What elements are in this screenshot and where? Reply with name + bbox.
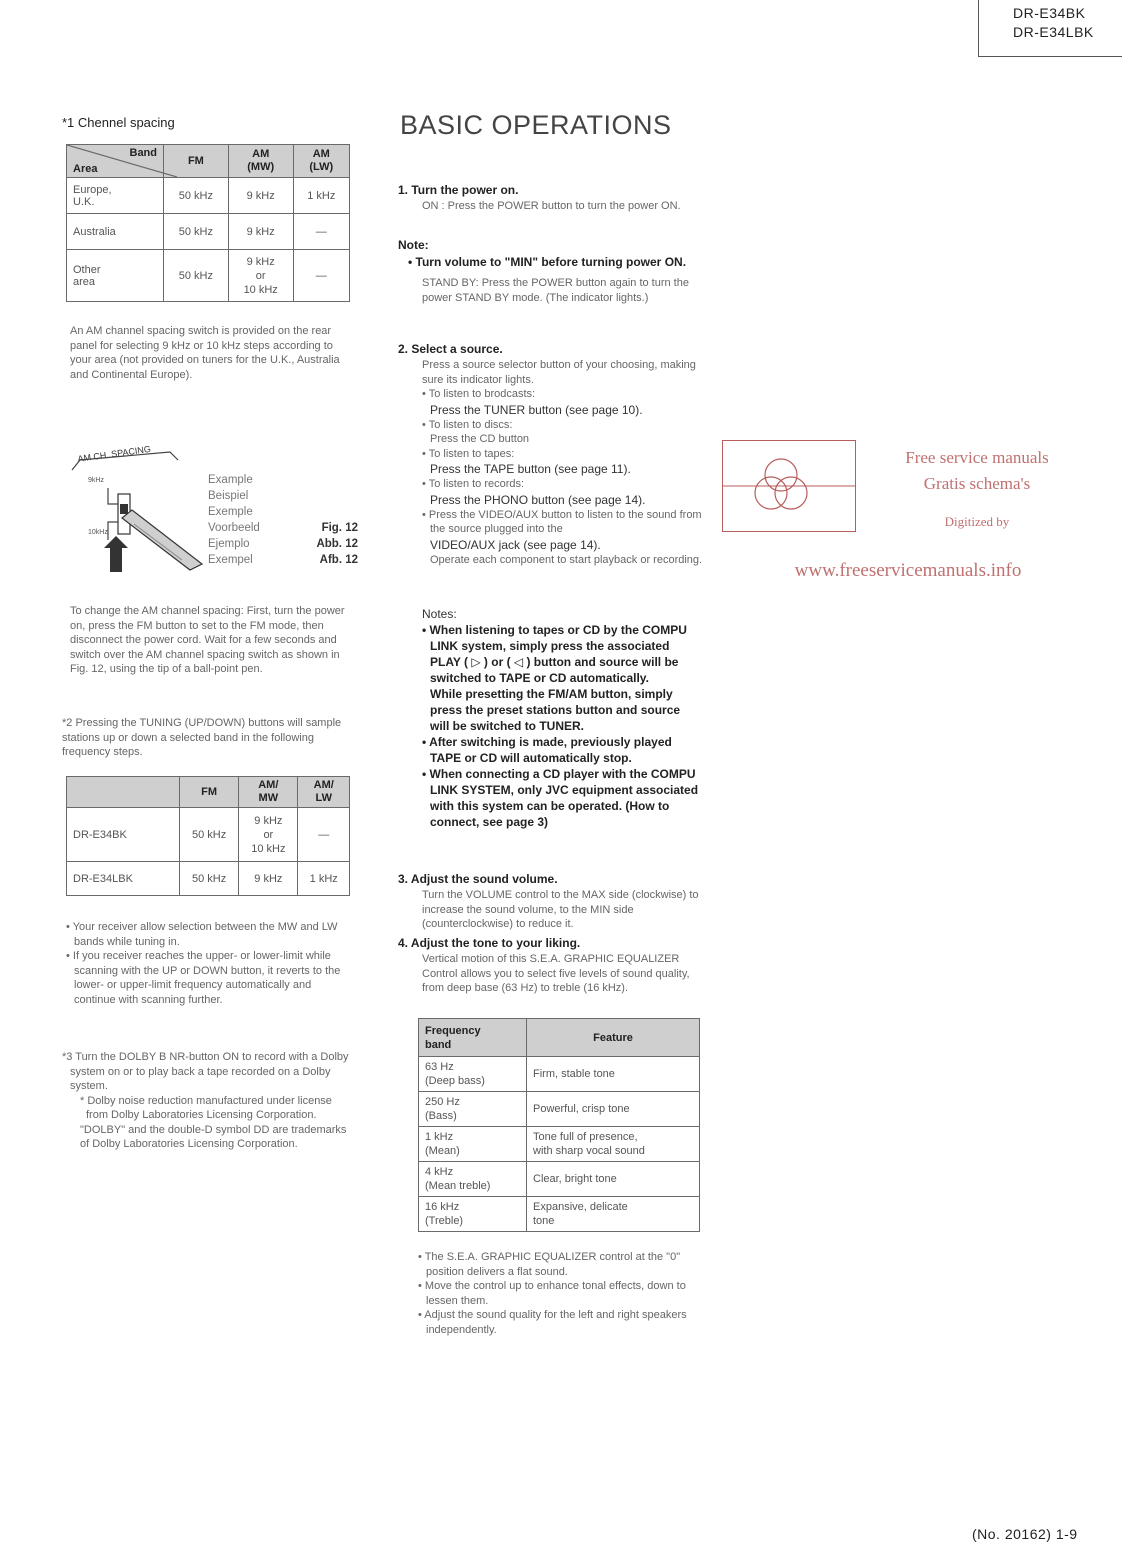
feature-cell: Firm, stable tone	[527, 1057, 700, 1092]
caption-ref: Abb. 12	[316, 538, 358, 550]
fm-cell: 50 kHz	[164, 214, 229, 250]
watermark-line-3: Digitized by	[944, 514, 1010, 529]
khz10-label: 10kHz	[88, 529, 108, 536]
dolby-note-1: * Dolby noise reduction manufactured under license from Dolby Laboratories Licensing Corporation.	[80, 1094, 332, 1121]
step-4-text: Vertical motion of this S.E.A. GRAPHIC EQUALIZER Control allows you to select five levels of sound quality, from deep base (63 Hz) to treble (16 kHz).	[422, 953, 690, 994]
step-4	[398, 936, 704, 996]
page-number: (No. 20162) 1-9	[972, 1526, 1078, 1542]
source-label: • To listen to tapes:	[422, 447, 515, 460]
lw-cell: 1 kHz	[293, 178, 349, 214]
caption-row	[208, 536, 358, 552]
notes-label: Notes:	[422, 607, 457, 621]
watermark-line-2: Gratis schema's	[923, 474, 1031, 493]
step-1-title: 1. Turn the power on.	[398, 183, 519, 197]
note-volume: • Turn volume to "MIN" before turning power ON.	[408, 255, 687, 269]
model-line-2: DR-E34LBK	[1013, 24, 1094, 40]
tuning-bullet: • Your receiver allow selection between the MW and LW bands while tuning in.	[66, 921, 338, 948]
watermark-url[interactable]: www.freeservicemanuals.info	[794, 560, 1022, 581]
area-cell: Australia	[67, 214, 164, 250]
eq-note: • Adjust the sound quality for the left and right speakers independently.	[418, 1309, 687, 1336]
source-label: • To listen to discs:	[422, 418, 513, 431]
step-2	[398, 342, 704, 567]
model-box	[978, 0, 1122, 57]
model-line-1: DR-E34BK	[1013, 5, 1086, 21]
band-cell: 63 Hz (Deep bass)	[419, 1057, 527, 1092]
switch-label: AM CH. SPACING	[76, 443, 152, 464]
header-feature: Feature	[527, 1019, 700, 1057]
figure-captions	[208, 472, 358, 568]
band-cell: 4 kHz (Mean treble)	[419, 1162, 527, 1197]
caption-word: Beispiel	[208, 490, 249, 502]
caption-word: Exemple	[208, 506, 253, 518]
band-cell: 250 Hz (Bass)	[419, 1092, 527, 1127]
band-cell: 16 kHz (Treble)	[419, 1197, 527, 1232]
source-action: Press the TUNER button (see page 10).	[430, 402, 643, 417]
channel-spacing-note: An AM channel spacing switch is provided on the rear panel for selecting 9 kHz or 10 kHz steps according to your area (not provided on tuners for the U.K., Australia and Continental Europe).	[70, 325, 340, 381]
blank-header	[67, 777, 180, 808]
mw-cell: 9 kHz	[239, 862, 298, 896]
header-am-mw: AM (MW)	[228, 145, 293, 178]
page-title: BASIC OPERATIONS	[400, 110, 672, 140]
header-fm: FM	[180, 777, 239, 808]
spacing-switch-illustration	[70, 440, 210, 580]
header-am-mw: AM/ MW	[239, 777, 298, 808]
caption-ref: Fig. 12	[321, 522, 358, 534]
model-cell: DR-E34BK	[67, 808, 180, 862]
lw-cell: 1 kHz	[298, 862, 350, 896]
fm-cell: 50 kHz	[180, 808, 239, 862]
source-label: • To listen to brodcasts:	[422, 388, 536, 400]
cd-player-note: • When connecting a CD player with the COMPU LINK SYSTEM, only JVC equipment associated with this system can be operated. (How to connect, see page 3)	[422, 767, 699, 829]
lw-cell: —	[298, 808, 350, 862]
lw-cell: —	[293, 214, 349, 250]
equalizer-table	[418, 1018, 700, 1232]
step-3	[398, 872, 704, 932]
mw-cell: 9 kHz or 10 kHz	[228, 250, 293, 302]
tuning-bullets	[66, 920, 350, 1007]
feature-cell: Expansive, delicate tone	[527, 1197, 700, 1232]
caption-row	[208, 520, 358, 536]
caption-word: Ejemplo	[208, 538, 250, 550]
step-1-text: ON : Press the POWER button to turn the power ON.	[422, 200, 681, 212]
tuning-bullet: • If you receiver reaches the upper- or lower-limit while scanning with the UP or DOWN button, it reverts to the lower- or upper-limit frequency automatically and continue with scanning further.	[66, 950, 341, 1006]
caption-row	[208, 472, 358, 488]
operate-text: Operate each component to start playback or recording.	[430, 553, 703, 566]
source-action: Press the PHONO button (see page 14).	[430, 492, 646, 507]
mw-cell: 9 kHz	[228, 178, 293, 214]
channel-spacing-title: *1 Chennel spacing	[62, 115, 175, 130]
note-label: Note:	[398, 238, 429, 252]
watermark-logo-box	[722, 440, 856, 532]
venn-logo-icon	[723, 441, 855, 531]
fm-cell: 50 kHz	[164, 250, 229, 302]
step-3-text: Turn the VOLUME control to the MAX side (clockwise) to increase the sound volume, to the MIN side (counterclockwise) to reduce it.	[422, 889, 699, 930]
feature-cell: Tone full of presence, with sharp vocal sound	[527, 1127, 700, 1162]
header-fm: FM	[164, 145, 229, 178]
tuning-note: *2 Pressing the TUNING (UP/DOWN) buttons will sample stations up or down a selected band in the following frequency steps.	[62, 717, 342, 758]
dolby-section	[62, 1050, 352, 1152]
video-aux-jack: VIDEO/AUX jack (see page 14).	[430, 537, 601, 552]
eq-notes	[418, 1250, 702, 1337]
source-list	[398, 387, 704, 567]
step-2-text: Press a source selector button of your choosing, making sure its indicator lights.	[422, 359, 696, 386]
mw-cell: 9 kHz	[228, 214, 293, 250]
eq-note: • Move the control up to enhance tonal effects, down to lessen them.	[418, 1280, 686, 1307]
watermark-line-1: Free service manuals	[905, 448, 1049, 467]
caption-row	[208, 488, 358, 504]
caption-word: Example	[208, 474, 253, 486]
band-label: Band	[129, 147, 157, 159]
band-cell: 1 kHz (Mean)	[419, 1127, 527, 1162]
preset-note: While presetting the FM/AM button, simply press the preset stations button and source will be switched to TUNER.	[430, 687, 681, 733]
feature-cell: Powerful, crisp tone	[527, 1092, 700, 1127]
band-area-header	[67, 145, 164, 178]
step-1	[398, 183, 704, 214]
step-2-title: 2. Select a source.	[398, 342, 503, 356]
compu-link-note: • When listening to tapes or CD by the COMPU LINK system, simply press the associated PLAY ( ▷ ) or ( ◁ ) button and source will be switched to TAPE or CD automatically.	[422, 623, 687, 685]
header-am-lw: AM/ LW	[298, 777, 350, 808]
switching-note: • After switching is made, previously played TAPE or CD will automatically stop.	[422, 735, 672, 765]
caption-word: Voorbeeld	[208, 522, 260, 534]
video-aux-text: • Press the VIDEO/AUX button to listen to the sound from the source plugged into the	[422, 508, 702, 535]
area-cell: Europe, U.K.	[67, 178, 164, 214]
model-frequency-table	[66, 776, 350, 896]
caption-word: Exempel	[208, 554, 253, 566]
change-spacing-text: To change the AM channel spacing: First, turn the power on, press the FM button to set to the FM mode, then disconnect the power cord. Wait for a few seconds and switch over the AM channel spacing switch as shown in Fig. 12, using the tip of a ball-point pen.	[70, 605, 345, 675]
channel-spacing-table	[66, 144, 350, 302]
feature-cell: Clear, bright tone	[527, 1162, 700, 1197]
header-am-lw: AM (LW)	[293, 145, 349, 178]
khz9-label: 9kHz	[88, 477, 104, 484]
caption-ref: Afb. 12	[319, 554, 358, 566]
fm-cell: 50 kHz	[164, 178, 229, 214]
caption-row	[208, 504, 358, 520]
step-4-title: 4. Adjust the tone to your liking.	[398, 936, 581, 950]
source-action: Press the CD button	[430, 433, 530, 445]
area-label: Area	[73, 163, 98, 175]
notes-block	[422, 606, 702, 830]
area-cell: Other area	[67, 250, 164, 302]
model-cell: DR-E34LBK	[67, 862, 180, 896]
caption-row	[208, 552, 358, 568]
lw-cell: —	[293, 250, 349, 302]
source-label: • To listen to records:	[422, 478, 525, 490]
mw-cell: 9 kHz or 10 kHz	[239, 808, 298, 862]
step-3-title: 3. Adjust the sound volume.	[398, 872, 558, 886]
fm-cell: 50 kHz	[180, 862, 239, 896]
source-action: Press the TAPE button (see page 11).	[430, 462, 631, 476]
eq-note: • The S.E.A. GRAPHIC EQUALIZER control at the "0" position delivers a flat sound.	[418, 1251, 681, 1278]
standby-text: STAND BY: Press the POWER button again to turn the power STAND BY mode. (The indicator lights.)	[422, 277, 689, 304]
header-frequency-band: Frequency band	[419, 1019, 527, 1057]
dolby-note-2: "DOLBY" and the double-D symbol DD are trademarks of Dolby Laboratories Licensing Corporation.	[80, 1123, 347, 1150]
dolby-main: *3 Turn the DOLBY B NR-button ON to record with a Dolby system on or to play back a tape recorded on a Dolby system.	[62, 1051, 349, 1092]
note-block	[398, 238, 704, 305]
